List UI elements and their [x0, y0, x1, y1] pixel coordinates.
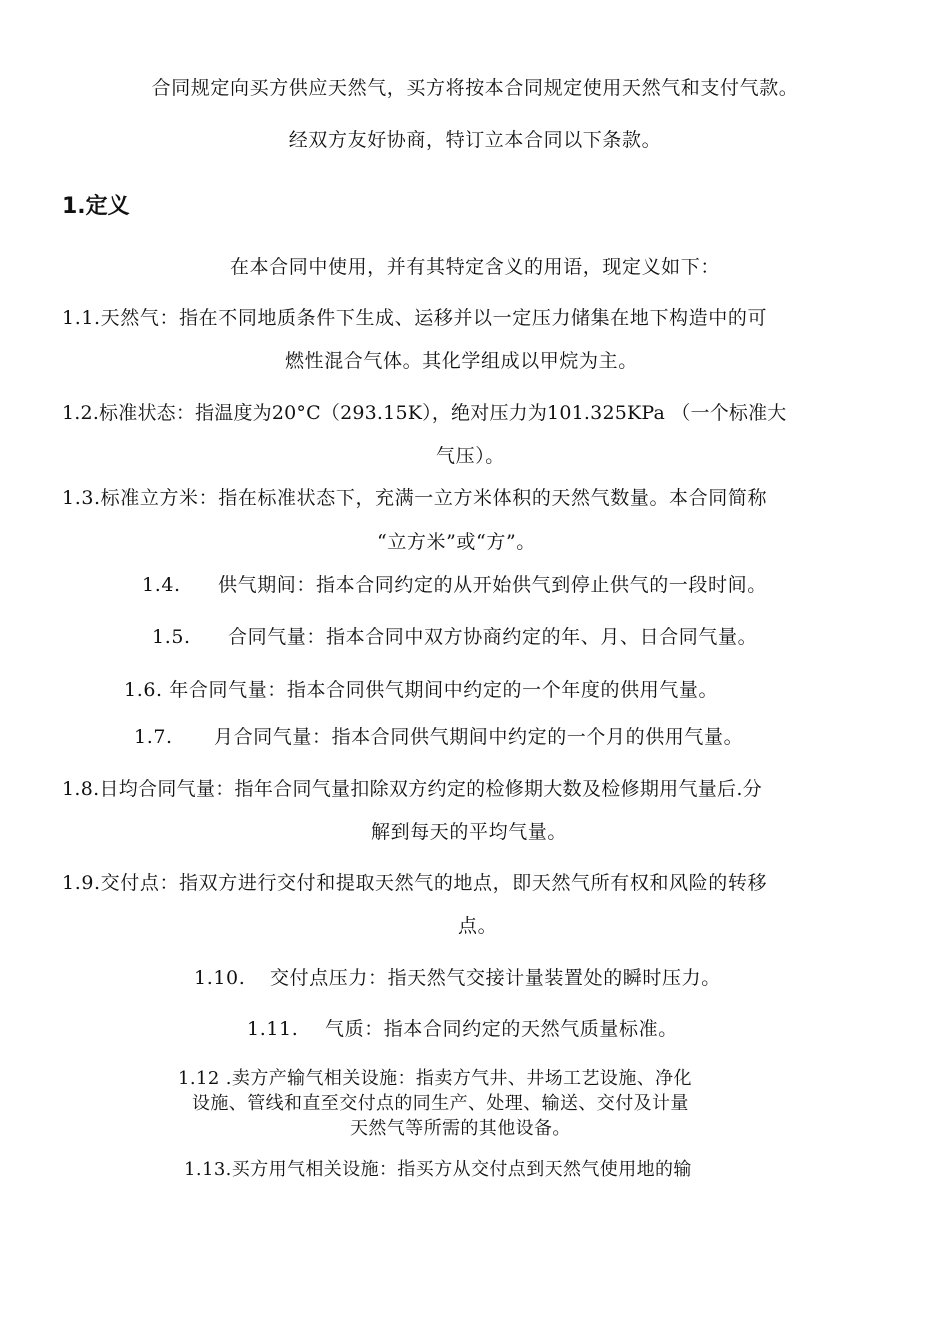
definition-1-1-cont: 燃性混合气体。其化学组成以甲烷为主。 [285, 350, 638, 372]
definition-1-2: 1.2.标准状态：指温度为20°C（293.15K），绝对压力为101.325KPa （一个标准大 [62, 402, 787, 424]
definition-1-10-number: 1.10. [194, 967, 246, 989]
definition-1-13: 1.13.买方用气相关设施：指买方从交付点到天然气使用地的输 [184, 1159, 692, 1180]
definition-1-9-cont: 点。 [458, 915, 498, 937]
definition-1-3: 1.3.标准立方米：指在标准状态下，充满一立方米体积的天然气数量。本合同简称 [62, 487, 768, 509]
definition-1-10-text: 交付点压力：指天然气交接计量装置处的瞬时压力。 [270, 967, 721, 989]
section-lead: 在本合同中使用，并有其特定含义的用语，现定义如下： [229, 256, 720, 278]
definition-1-7-number: 1.7. [134, 726, 173, 748]
definition-1-11-number: 1.11. [247, 1018, 299, 1040]
definition-1-3-cont: “立方米”或“方”。 [377, 531, 536, 553]
definition-1-5-text: 合同气量：指本合同中双方协商约定的年、月、日合同气量。 [228, 626, 758, 648]
definition-1-5 [152, 625, 757, 649]
definition-1-4-text: 供气期间：指本合同约定的从开始供气到停止供气的一段时间。 [218, 574, 767, 596]
definition-1-12-line-2: 设施、管线和直至交付点的同生产、处理、输送、交付及计量 [192, 1093, 689, 1114]
definition-1-8: 1.8.日均合同气量：指年合同气量扣除双方约定的检修期大数及检修期用气量后.分 [62, 778, 762, 800]
section-heading: 1.定义 [62, 194, 130, 219]
definition-1-8-cont: 解到每天的平均气量。 [371, 821, 568, 843]
intro-line-1: 合同规定向买方供应天然气，买方将按本合同规定使用天然气和支付气款。 [151, 77, 799, 99]
definition-1-11 [247, 1017, 678, 1041]
definition-1-12-line-3: 天然气等所需的其他设备。 [350, 1118, 571, 1139]
definition-1-2-cont: 气压）。 [436, 445, 505, 467]
definition-1-1: 1.1.天然气：指在不同地质条件下生成、运移并以一定压力储集在地下构造中的可 [62, 307, 768, 329]
intro-line-2: 经双方友好协商，特订立本合同以下条款。 [288, 129, 662, 151]
definition-1-7 [134, 725, 743, 749]
definition-1-11-text: 气质：指本合同约定的天然气质量标准。 [325, 1018, 678, 1040]
definition-1-6: 1.6. 年合同气量：指本合同供气期间中约定的一个年度的供用气量。 [124, 679, 719, 701]
definition-1-9: 1.9.交付点：指双方进行交付和提取天然气的地点，即天然气所有权和风险的转移 [62, 872, 768, 894]
definition-1-12-line-1: 1.12 .卖方产输气相关设施：指卖方气井、井场工艺设施、净化 [178, 1068, 692, 1089]
definition-1-4-number: 1.4. [142, 574, 181, 596]
definition-1-4 [142, 573, 767, 597]
definition-1-10 [194, 966, 721, 990]
definition-1-5-number: 1.5. [152, 626, 191, 648]
definition-1-7-text: 月合同气量：指本合同供气期间中约定的一个月的供用气量。 [214, 726, 744, 748]
